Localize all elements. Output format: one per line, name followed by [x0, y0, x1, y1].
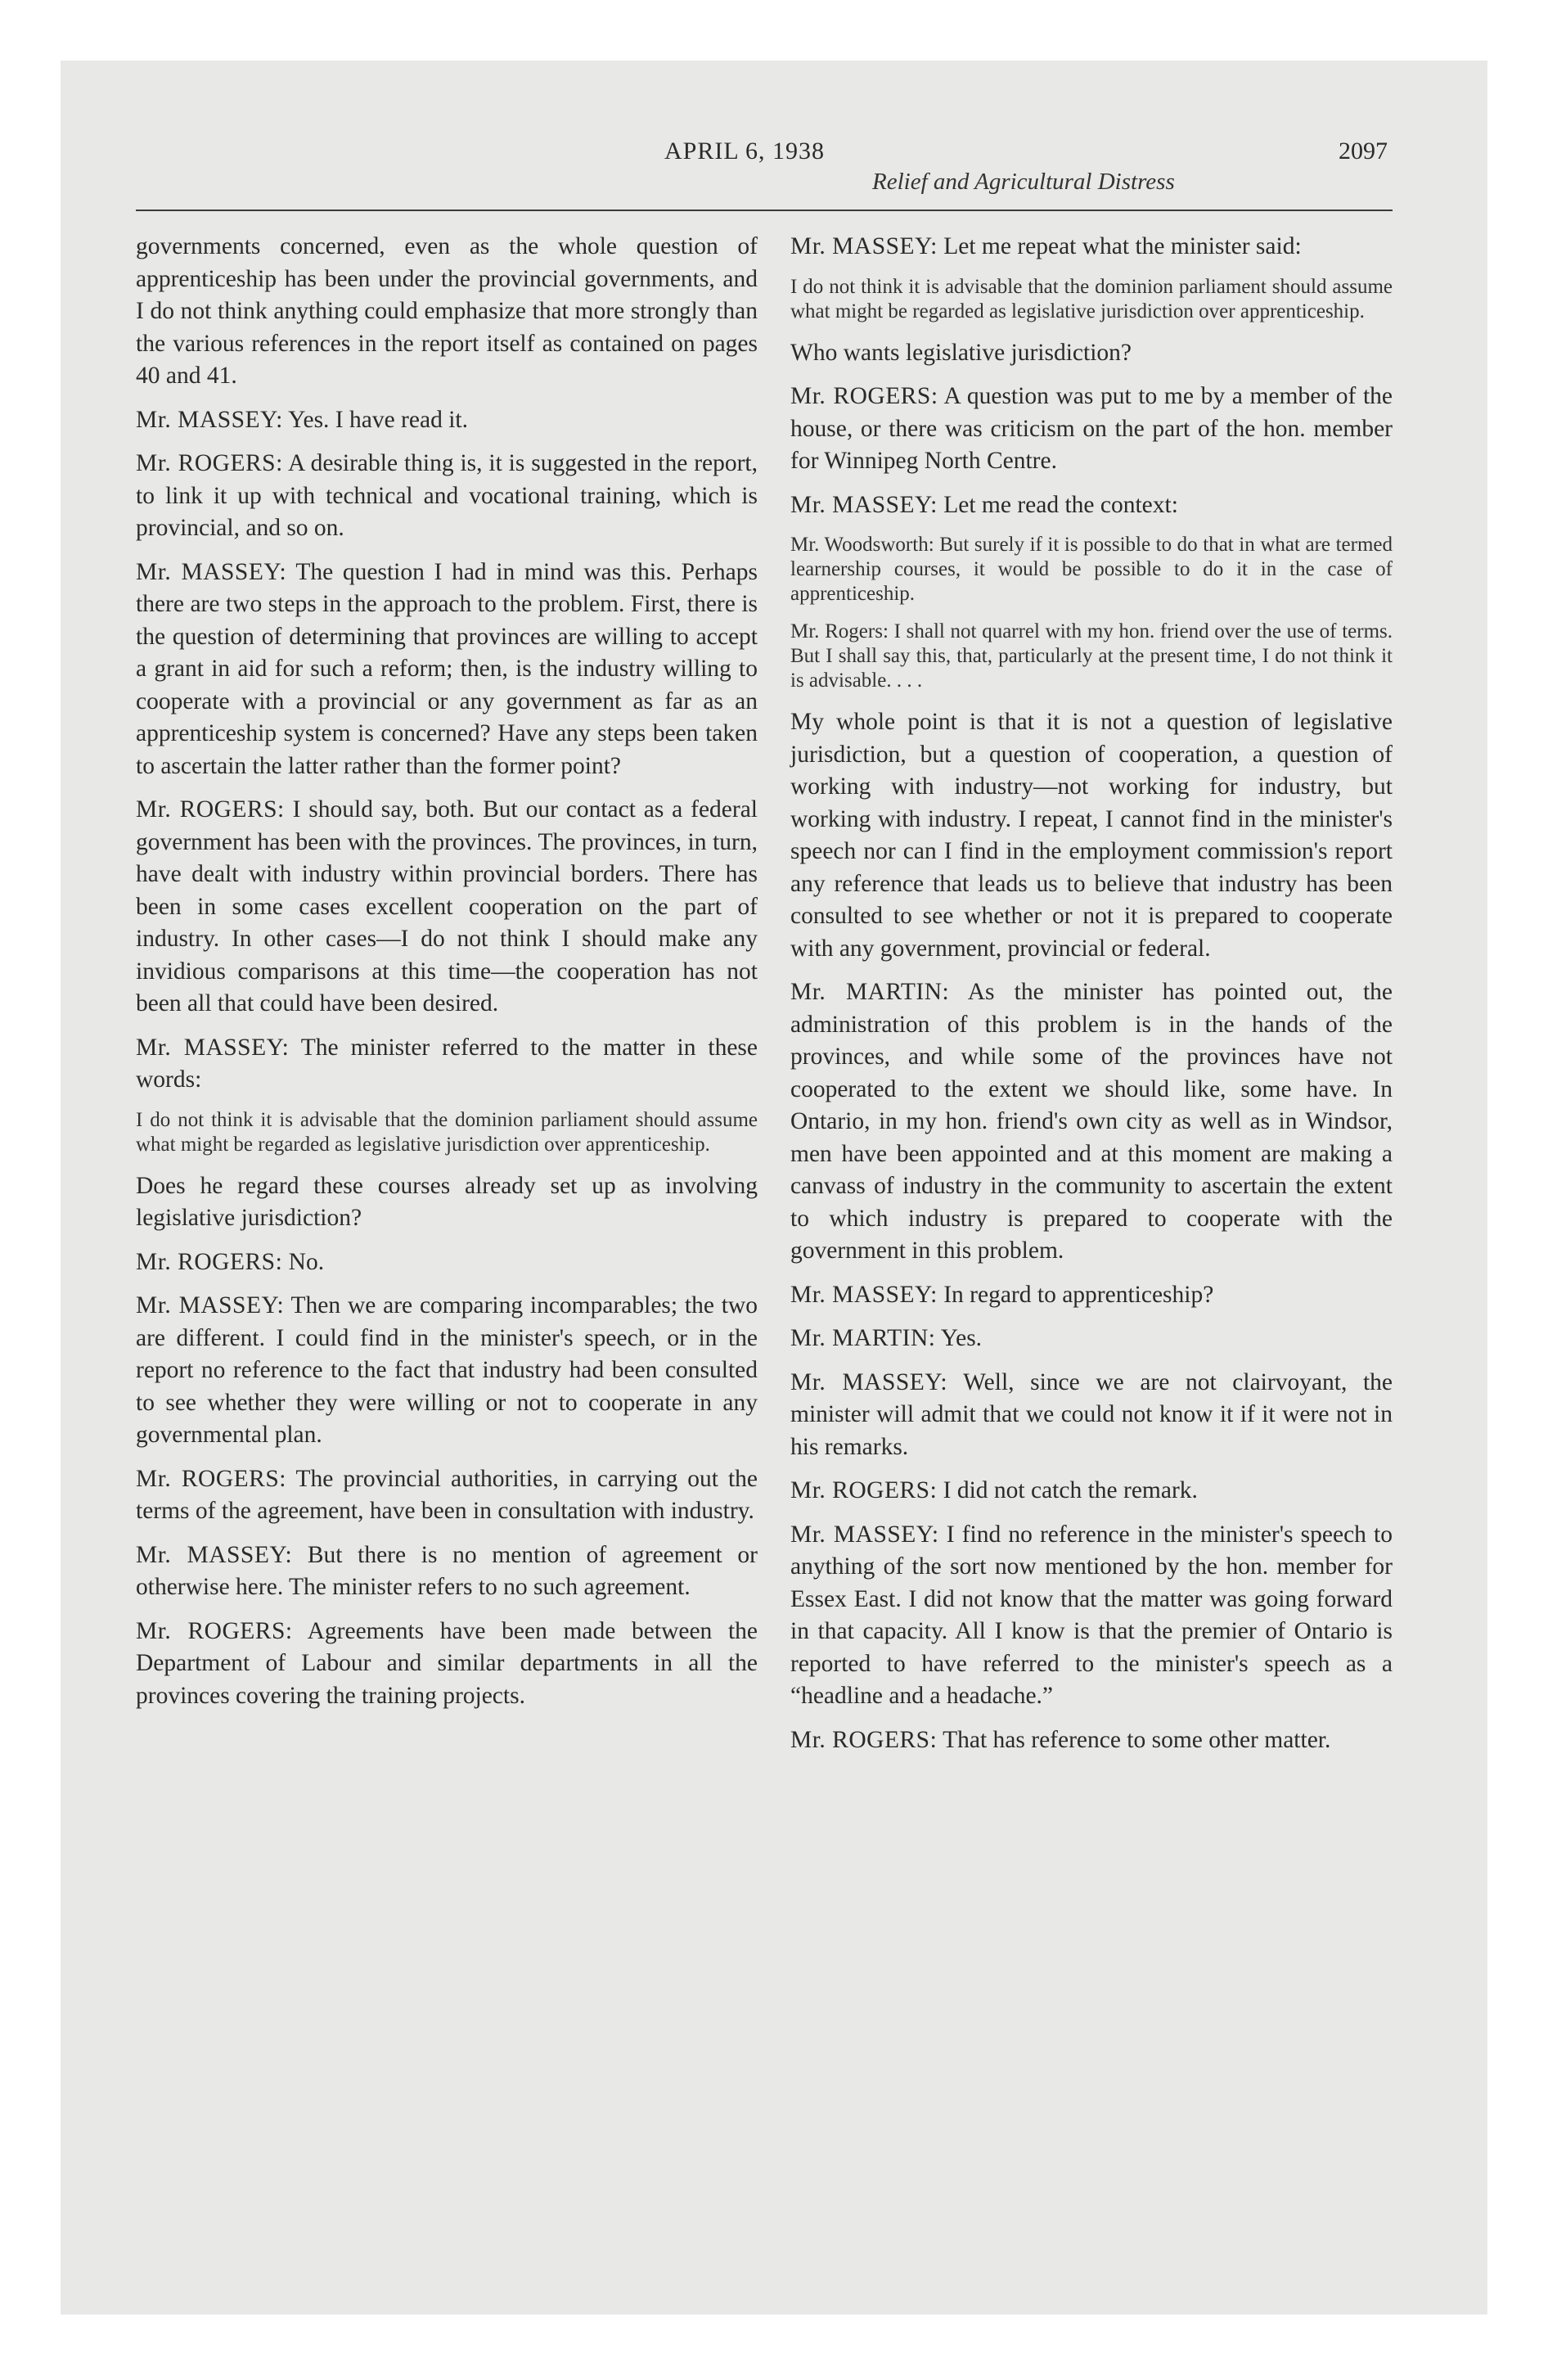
paragraph-text: I should say, both. But our contact as a federal government has been with the provinces. The provinces, in turn, have dealt with industry within provincial borders. There has been in some cases excellent cooperation on the part of industry. In other cases—I do not think I should make any invidious comparisons at this time—the cooperation has not been all that could have been desired.: [136, 796, 758, 1016]
paragraph-text: Let me repeat what the minister said:: [943, 233, 1302, 259]
speaker-name: Mr. MASSEY:: [136, 1541, 293, 1568]
quoted-passage: [790, 620, 1393, 693]
speaker-name: Mr. MASSEY:: [790, 1281, 938, 1308]
speaker-name: Mr. ROGERS:: [790, 1477, 938, 1503]
speaker-name: Mr. MARTIN:: [790, 1325, 936, 1351]
header-date: APRIL 6, 1938: [664, 137, 826, 165]
paragraph: [136, 1246, 758, 1279]
speaker-name: Mr. MASSEY:: [790, 233, 938, 259]
paragraph: [136, 448, 758, 545]
paragraph: [136, 1539, 758, 1604]
paragraph-text: The provincial authorities, in carrying out the terms of the agreement, have been in consultation with industry.: [136, 1465, 758, 1524]
speaker-name: Mr. ROGERS:: [136, 1248, 283, 1275]
paragraph-text: Well, since we are not clairvoyant, the minister will admit that we could not know it if it were not in his remarks.: [790, 1368, 1393, 1460]
paragraph: [790, 706, 1393, 965]
paragraph-text: The question I had in mind was this. Perhaps there are two steps in the approach to the problem. First, there is the question of determining that provinces are willing to accept a grant in aid for such a reform; then, is the industry willing to cooperate with a provincial or any government as far as an apprenticeship system is concerned? Have any steps been taken to ascertain the latter rather than the former point?: [136, 558, 758, 779]
paragraph: [136, 557, 758, 783]
right-column: [790, 231, 1393, 1768]
paragraph: [136, 1616, 758, 1713]
paragraph: [790, 1724, 1393, 1757]
speaker-name: Mr. MASSEY:: [136, 1292, 285, 1318]
paragraph-text: In regard to apprenticeship?: [943, 1281, 1214, 1308]
speaker-name: Mr. MASSEY:: [790, 1368, 948, 1395]
paragraph: [790, 1367, 1393, 1464]
paragraph: [790, 1519, 1393, 1713]
paragraph-text: I find no reference in the minister's speech to anything of the sort now mentioned by the hon. member for Essex East. I did not know that the matter was going forward in that capacity. All I know is that the premier of Ontario is reported to have referred to the minister's speech as a “headline and a headache.”: [790, 1521, 1393, 1709]
paragraph: [790, 1279, 1393, 1312]
speaker-name: Mr. MASSEY:: [136, 558, 287, 585]
paragraph-text: No.: [288, 1248, 325, 1275]
paragraph: [790, 231, 1393, 264]
speaker-name: Mr. MASSEY:: [790, 1521, 939, 1548]
header-page-number: 2097: [1339, 137, 1388, 165]
paragraph: [136, 231, 758, 393]
paragraph: [790, 381, 1393, 478]
paragraph-text: Let me read the context:: [943, 491, 1178, 518]
paragraph-text: I did not catch the remark.: [943, 1477, 1198, 1503]
paragraph: [136, 1170, 758, 1235]
paragraph-text: I do not think it is advisable that the dominion parliament should assume what might be regarded as legislative jurisdiction over apprenticeship.: [136, 1108, 758, 1156]
header-rule: [136, 210, 1393, 211]
paragraph-text: Does he regard these courses already set up as involving legislative jurisdiction?: [136, 1172, 758, 1231]
paragraph-text: I shall not quarrel with my hon. friend over the use of terms. But I shall say this, that, particularly at the present time, I do not think it is advisable. . . .: [790, 620, 1393, 692]
paragraph: [136, 1290, 758, 1452]
paragraph-text: Then we are comparing incomparables; the two are different. I could find in the minister's speech, or in the report no reference to the fact that industry had been consulted to see whether they were willing or not to cooperate in any governmental plan.: [136, 1292, 758, 1448]
speaker-name: Mr. Woodsworth:: [790, 534, 934, 556]
speaker-name: Mr. ROGERS:: [790, 383, 938, 409]
quoted-passage: [790, 533, 1393, 606]
paragraph: [790, 1475, 1393, 1508]
speaker-name: Mr. ROGERS:: [136, 796, 285, 823]
paragraph-text: But there is no mention of agreement or otherwise here. The minister refers to no such agreement.: [136, 1541, 758, 1600]
speaker-name: Mr. MARTIN:: [790, 979, 950, 1005]
speaker-name: Mr. ROGERS:: [136, 1465, 286, 1492]
quoted-passage: [136, 1108, 758, 1157]
paragraph-text: The minister referred to the matter in these words:: [136, 1034, 758, 1093]
speaker-name: Mr. ROGERS:: [136, 450, 283, 476]
paragraph-text: A desirable thing is, it is suggested in the report, to link it up with technical and vocational training, which is provincial, and so on.: [136, 450, 758, 541]
paragraph-text: I do not think it is advisable that the dominion parliament should assume what might be regarded as legislative jurisdiction over apprenticeship.: [790, 275, 1393, 322]
speaker-name: Mr. Rogers:: [790, 620, 889, 642]
paragraph-text: But surely if it is possible to do that in what are termed learnership courses, it would be possible to do it in the case of apprenticeship.: [790, 534, 1393, 605]
speaker-name: Mr. ROGERS:: [790, 1726, 938, 1753]
paragraph: [790, 489, 1393, 522]
paragraph: [790, 976, 1393, 1268]
paragraph-text: Who wants legislative jurisdiction?: [790, 339, 1132, 366]
header-subtitle: Relief and Agricultural Distress: [872, 169, 1175, 195]
paragraph: [136, 1463, 758, 1528]
paragraph: [136, 794, 758, 1021]
paragraph-text: That has reference to some other matter.: [943, 1726, 1331, 1753]
paragraph-text: Yes.: [940, 1325, 983, 1351]
speaker-name: Mr. ROGERS:: [136, 1617, 293, 1644]
paragraph-text: A question was put to me by a member of the house, or there was criticism on the part of the hon. member for Winnipeg North Centre.: [790, 383, 1393, 474]
left-column: [136, 231, 758, 1724]
speaker-name: Mr. MASSEY:: [790, 491, 938, 518]
paragraph: [136, 404, 758, 437]
speaker-name: Mr. MASSEY:: [136, 406, 283, 433]
paragraph: [790, 337, 1393, 370]
paragraph-text: Yes. I have read it.: [288, 406, 468, 433]
quoted-passage: [790, 275, 1393, 324]
paragraph-text: governments concerned, even as the whole question of apprenticeship has been under the provincial governments, and I do not think anything could emphasize that more strongly than the various references in the report itself as contained on pages 40 and 41.: [136, 233, 758, 389]
paragraph-text: Agreements have been made between the Department of Labour and similar departments in all the provinces covering the training projects.: [136, 1617, 758, 1709]
speaker-name: Mr. MASSEY:: [136, 1034, 290, 1061]
paragraph-text: As the minister has pointed out, the administration of this problem is in the hands of the provinces, and while some of the provinces have not cooperated to the extent we should like, some have. In Ontario, in my hon. friend's own city as well as in Windsor, men have been appointed and at this moment are making a canvass of industry in the community to ascertain the extent to which industry is prepared to cooperate with the government in this problem.: [790, 979, 1393, 1264]
paragraph: [136, 1032, 758, 1097]
paragraph: [790, 1323, 1393, 1355]
paragraph-text: My whole point is that it is not a question of legislative jurisdiction, but a question of cooperation, a question of working with industry—not working for industry, but working with industry. I repeat, I cannot find in the minister's speech nor can I find in the employment commission's report any reference that leads us to believe that industry has been consulted to see whether or not it is prepared to cooperate with any government, provincial or federal.: [790, 709, 1393, 962]
